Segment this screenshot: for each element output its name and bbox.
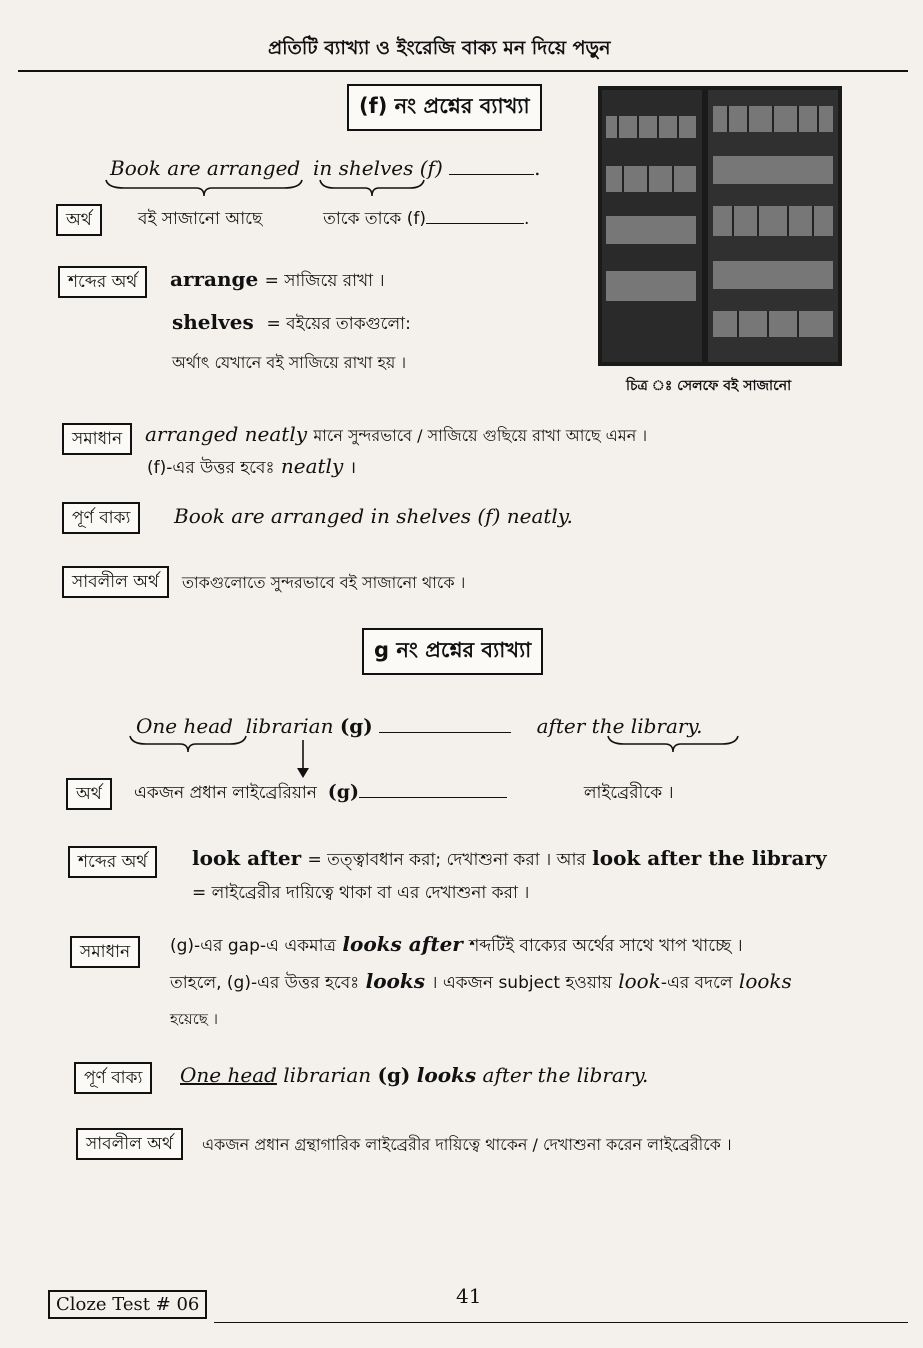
word-shelves-meaning: = বইয়ের তাকগুলো: — [266, 314, 411, 334]
bookshelf-photo — [598, 86, 842, 366]
full-sentence-g — [180, 1063, 648, 1087]
brace-f-2 — [318, 178, 428, 198]
answer-f-prefix: (f)-এর উত্তর হবেঃ — [147, 458, 275, 478]
meaning-g-part1: একজন প্রধান লাইব্রেরিয়ান — [134, 783, 317, 803]
meaning-f — [138, 206, 529, 234]
solution-g-l2f: looks — [738, 969, 792, 993]
meaning-f-gap: (f) — [406, 209, 426, 229]
fluent-label-f: সাবলীল অর্থ — [62, 566, 169, 598]
blank-f — [449, 174, 534, 175]
solution-g-line3: হয়েছে । — [170, 1010, 218, 1028]
full-f-gap: (f) — [477, 504, 501, 528]
brace-g-1 — [128, 734, 248, 754]
page-number: 41 — [456, 1284, 482, 1308]
word-shelves: shelves — [172, 310, 254, 334]
full-label-g: পূর্ণ বাক্য — [74, 1062, 152, 1094]
sentence-f-end: . — [534, 156, 541, 180]
sentence-g-part1: One head — [136, 714, 233, 738]
full-g-part2: librarian — [283, 1063, 372, 1087]
solution-g-l2c: । একজন subject হওয়ায় — [431, 973, 612, 993]
solution-g-l2a: তাহলে, (g)-এর উত্তর হবেঃ — [170, 973, 360, 993]
sentence-f-part1: Book are arranged — [110, 156, 301, 180]
meaning-g-blank — [359, 797, 507, 798]
meaning-g — [134, 780, 674, 808]
word-row-arrange — [170, 267, 385, 296]
full-g-part1: One head — [180, 1063, 277, 1087]
phrase-look-after-library: look after the library — [592, 846, 827, 870]
solution-g-line2 — [170, 969, 792, 998]
solution-label-f: সমাধান — [62, 423, 132, 455]
meaning-f-part1: বই সাজানো আছে — [138, 209, 263, 229]
section-f-title: (f) নং প্রশ্নের ব্যাখ্যা — [347, 84, 542, 131]
sentence-f-gap: (f) — [419, 156, 443, 180]
footer-rule — [214, 1322, 908, 1323]
answer-f-word: neatly — [280, 454, 344, 478]
full-f-part1: Book are arranged in shelves — [174, 504, 471, 528]
answer-f-end: । — [349, 458, 357, 478]
meaning-g-gap: (g) — [327, 781, 360, 803]
answer-f — [147, 454, 356, 483]
solution-g-l1b: looks after — [342, 932, 463, 956]
full-label-f: পূর্ণ বাক্য — [62, 502, 140, 534]
solution-g-l2b: looks — [365, 969, 426, 993]
word-look-after-text: = তত্ত্বাবধান করা; দেখাশুনা করা । আর — [307, 850, 586, 870]
solution-g-l1a: (g)-এর gap-এ একমাত্র — [170, 936, 337, 956]
word-arrange-meaning: = সাজিয়ে রাখা । — [264, 271, 385, 291]
word-row-shelves — [172, 310, 411, 339]
sentence-g-gap: (g) — [339, 714, 373, 738]
meaning-f-part2: তাকে তাকে — [323, 209, 402, 229]
full-f-part2: neatly. — [506, 504, 573, 528]
solution-f-text: মানে সুন্দরভাবে / সাজিয়ে গুছিয়ে রাখা আছে এমন । — [313, 426, 648, 445]
meaning-f-blank — [426, 223, 524, 224]
photo-caption: চিত্র ঃ সেলফে বই সাজানো — [626, 378, 792, 394]
arrow-down-g — [296, 740, 310, 780]
meaning-label-g: অর্থ — [66, 778, 112, 810]
solution-g-line1 — [170, 932, 743, 961]
word-meaning-label-g: শব্দের অর্থ — [68, 846, 157, 878]
full-g-gap: (g) — [377, 1063, 411, 1087]
full-g-part3: looks — [416, 1063, 477, 1087]
section-g-title: g নং প্রশ্নের ব্যাখ্যা — [362, 628, 543, 675]
word-arrange: arrange — [170, 267, 259, 291]
blank-g — [379, 732, 511, 733]
word-note-f: অর্থাৎ যেখানে বই সাজিয়ে রাখা হয় । — [172, 353, 407, 372]
sentence-f-part2: in shelves — [312, 156, 414, 180]
word-meaning-g-line1 — [192, 846, 827, 875]
word-meaning-g-line2: = লাইব্রেরীর দায়িত্বে থাকা বা এর দেখাশুনা করা । — [192, 883, 530, 903]
solution-label-g: সমাধান — [70, 936, 140, 968]
full-g-part4: after the library. — [482, 1063, 649, 1087]
word-look-after: look after — [192, 846, 302, 870]
meaning-label-f: অর্থ — [56, 204, 102, 236]
word-meaning-label-f: শব্দের অর্থ — [58, 266, 147, 298]
solution-g-l2e: -এর বদলে — [660, 973, 733, 993]
solution-g-l1c: শব্দটিই বাক্যের অর্থের সাথে খাপ খাচ্ছে । — [469, 936, 743, 956]
cloze-test-tag: Cloze Test # 06 — [48, 1290, 207, 1319]
fluent-label-g: সাবলীল অর্থ — [76, 1128, 183, 1160]
header-rule — [18, 70, 908, 72]
solution-g-l2d: look — [618, 969, 661, 993]
meaning-g-part2: লাইব্রেরীকে । — [583, 783, 674, 803]
sentence-g-part3: after the library. — [536, 714, 703, 738]
brace-g-2 — [606, 734, 740, 754]
solution-f — [145, 422, 647, 450]
page-header-title: প্রতিটি ব্যাখ্যা ও ইংরেজি বাক্য মন দিয়ে পড়ুন — [268, 37, 611, 59]
solution-f-phrase: arranged neatly — [145, 422, 308, 446]
full-sentence-f — [174, 504, 573, 528]
sentence-g-part2: librarian — [245, 714, 334, 738]
sentence-f — [110, 156, 540, 180]
fluent-f: তাকগুলোতে সুন্দরভাবে বই সাজানো থাকে । — [182, 573, 466, 592]
brace-f-1 — [104, 178, 304, 198]
fluent-g: একজন প্রধান গ্রন্থাগারিক লাইব্রেরীর দায়িত্বে থাকেন / দেখাশুনা করেন লাইব্রেরীকে । — [202, 1135, 732, 1154]
meaning-f-end: . — [523, 209, 530, 229]
